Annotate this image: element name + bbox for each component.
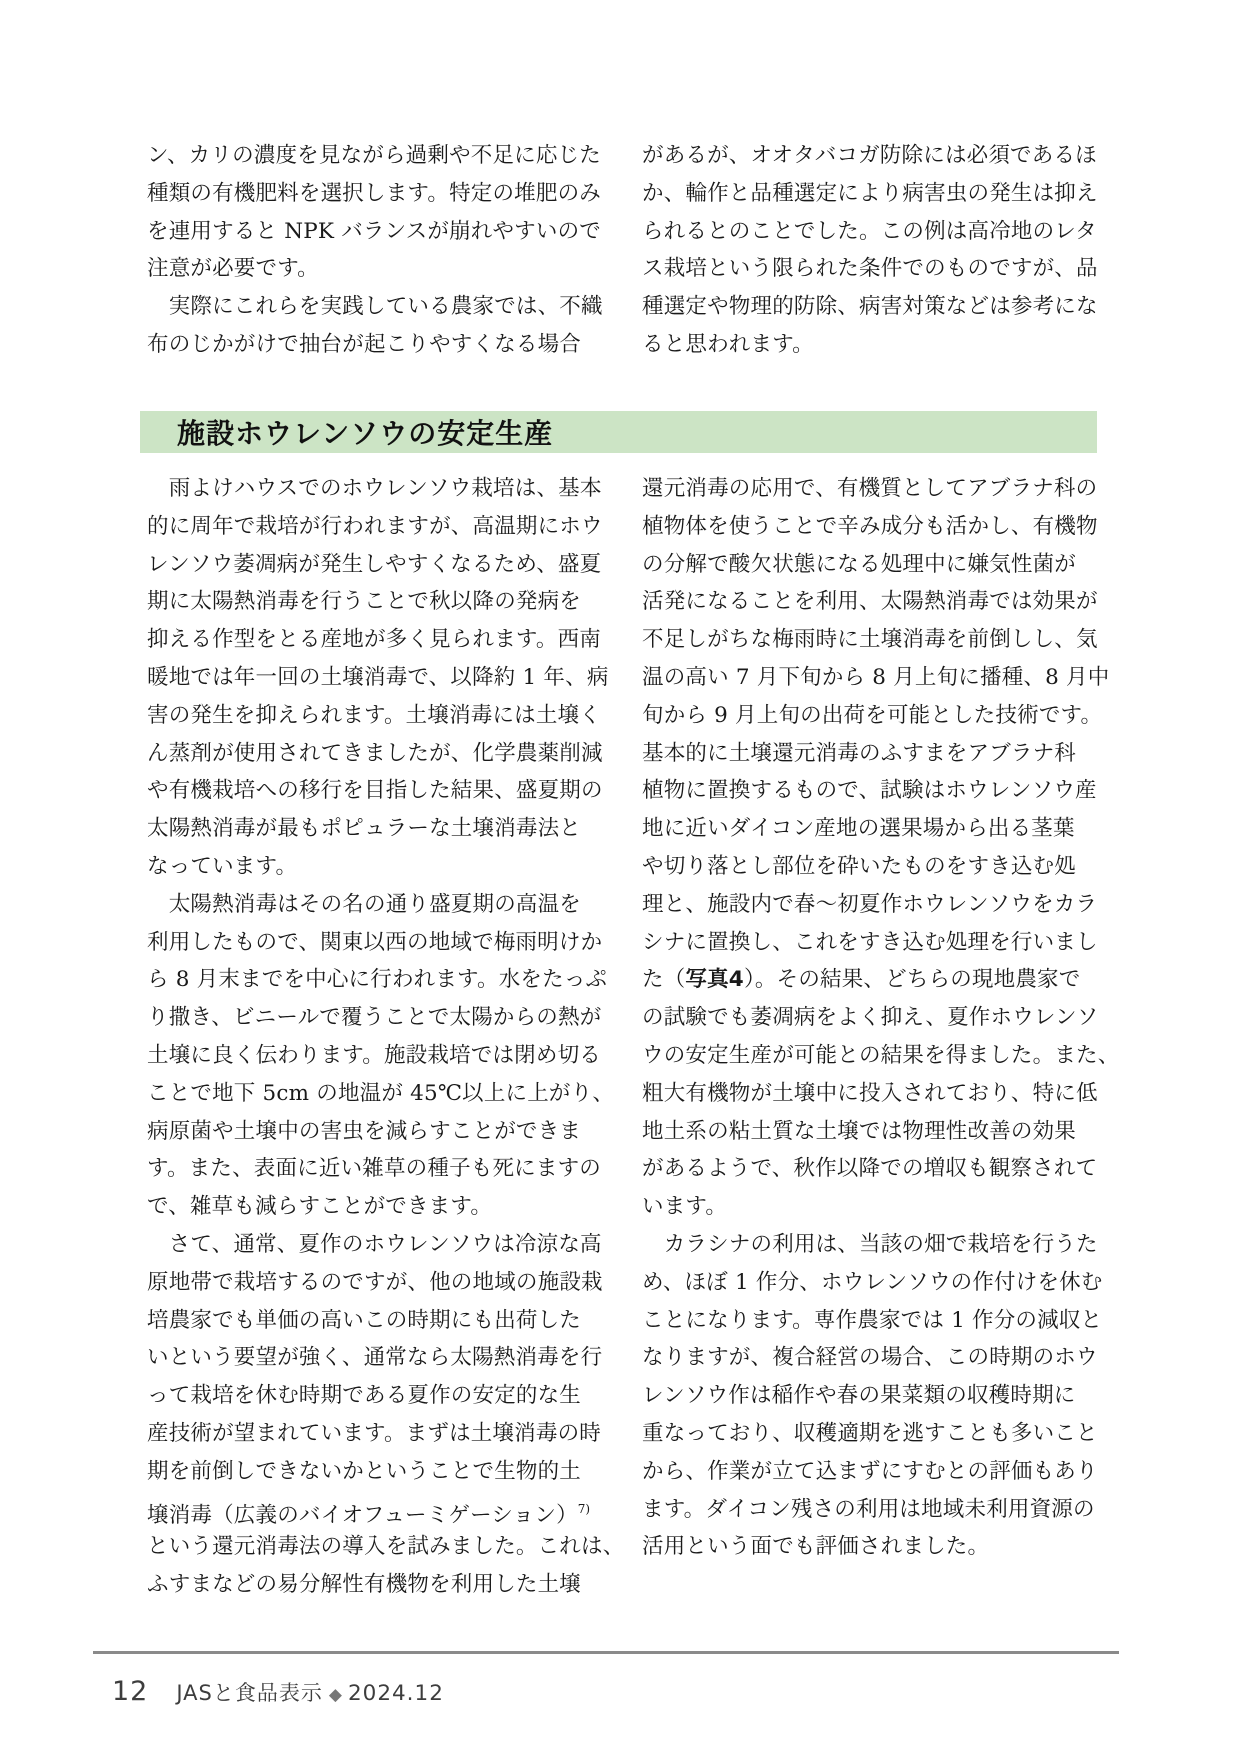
text-line: があるが、オオタバコガ防除には必須であるほ (642, 143, 1097, 168)
text-line: レンソウ作は稲作や春の果菜類の収穫時期に (642, 1383, 1076, 1409)
text-line: す。また、表面に近い雑草の種子も死にますの (147, 1156, 601, 1182)
footer-divider (93, 1651, 1119, 1654)
text-line: ん蒸剤が使用されてきましたが、化学農薬削減 (147, 740, 603, 766)
text-line: 暖地では年一回の土壌消毒で、以降約 1 年、病 (147, 664, 609, 690)
text-line: 還元消毒の応用で、有機質としてアブラナ科の (642, 476, 1098, 501)
text-line: いという要望が強く、通常なら太陽熱消毒を行 (147, 1345, 603, 1371)
text-line: 基本的に土壌還元消毒のふすまをアブラナ科 (642, 740, 1077, 766)
text-line: 期に太陽熱消毒を行うことで秋以降の発病を (147, 589, 582, 615)
text-line: 温の高い 7 月下旬から 8 月上旬に播種、8 月中 (642, 664, 1110, 690)
text-line: ことで地下 5cm の地温が 45℃以上に上がり、 (147, 1080, 615, 1106)
text-line: 重なっており、収穫適期を逃すことも多いこと (642, 1420, 1098, 1446)
text-line: という還元消毒法の導入を試みました。これは、 (147, 1534, 625, 1560)
section-header-banner (140, 411, 1097, 453)
journal-title: JASと食品表示 (176, 1681, 323, 1705)
text-line: の試験でも萎凋病をよく抑え、夏作ホウレンソ (642, 1005, 1099, 1031)
text-line: があるようで、秋作以降での増収も観察されて (642, 1156, 1098, 1182)
diamond-icon: ◆ (328, 1685, 342, 1705)
text-line: め、ほぼ 1 作分、ホウレンソウの作付けを休む (642, 1269, 1103, 1295)
text-line: られるとのことでした。この例は高冷地のレタ (642, 218, 1097, 244)
text-line: 地土系の粘土質な土壌では物理性改善の効果 (642, 1118, 1077, 1144)
text-line: って栽培を休む時期である夏作の安定的な生 (147, 1383, 582, 1409)
text-line: ふすまなどの易分解性有機物を利用した土壌 (147, 1572, 582, 1598)
text-line: 利用したもので、関東以西の地域で梅雨明けか (147, 929, 603, 955)
text-line: 実際にこれらを実践している農家では、不織 (147, 294, 603, 320)
text-line: ン、カリの濃度を見ながら過剰や不足に応じた (147, 143, 601, 168)
text-segment: 壌消毒（広義のバイオフューミゲーション） (147, 1502, 578, 1528)
section-left-column (147, 470, 625, 1604)
text-line: 活発になることを利用、太陽熱消毒では効果が (642, 589, 1098, 615)
text-line: の分解で酸欠状態になる処理中に嫌気性菌が (642, 551, 1077, 577)
text-line: 活用という面でも評価されました。 (642, 1534, 990, 1560)
footnote-reference: 7) (577, 1501, 591, 1516)
text-line: さて、通常、夏作のホウレンソウは冷涼な高 (147, 1231, 602, 1257)
text-line: 種類の有機肥料を選択します。特定の堆肥のみ (147, 180, 601, 206)
text-line: 抑える作型をとる産地が多く見られます。西南 (147, 627, 601, 653)
text-line: カラシナの利用は、当該の畑で栽培を行うた (642, 1231, 1098, 1257)
section-right-column (642, 470, 1120, 1566)
text-line: ことになります。専作農家では 1 作分の減収と (642, 1307, 1103, 1333)
text-line: なっています。 (147, 853, 298, 879)
text-line: シナに置換し、これをすき込む処理を行いまし (642, 929, 1098, 955)
footer (112, 1676, 444, 1707)
text-line: います。 (642, 1194, 728, 1220)
text-line: り撒き、ビニールで覆うことで太陽からの熱が (147, 1005, 602, 1031)
text-line: 的に周年で栽培が行われますが、高温期にホウ (147, 513, 603, 539)
text-line: 原地帯で栽培するのですが、他の地域の施設栽 (147, 1269, 603, 1295)
text-line: 地に近いダイコン産地の選果場から出る茎葉 (642, 816, 1075, 842)
text-line: ら 8 月末までを中心に行われます。水をたっぷ (147, 967, 608, 993)
text-line: 注意が必要です。 (147, 256, 319, 282)
text-line: や有機栽培への移行を目指した結果、盛夏期の (147, 778, 603, 804)
text-line: 培農家でも単価の高いこの時期にも出荷した (147, 1307, 582, 1333)
text-line (642, 961, 1104, 999)
text-line: ス栽培という限られた条件でのものですが、品 (642, 256, 1098, 282)
text-line: を連用すると NPK バランスが崩れやすいので (147, 218, 601, 244)
text-line: 理と、施設内で春～初夏作ホウレンソウをカラ (642, 891, 1098, 917)
text-line: 植物体を使うことで辛み成分も活かし、有機物 (642, 513, 1098, 539)
bold-reference: 写真4 (685, 967, 744, 993)
text-line: 種選定や物理的防除、病害対策などは参考にな (642, 294, 1098, 320)
text-line: 太陽熱消毒はその名の通り盛夏期の高温を (147, 891, 582, 917)
text-line: 布のじかがけで抽台が起こりやすくなる場合 (147, 331, 582, 357)
text-line: なりますが、複合経営の場合、この時期のホウ (642, 1345, 1098, 1371)
text-segment: た（ (642, 967, 686, 993)
text-line: か、輪作と品種選定により病害虫の発生は抑え (642, 180, 1098, 206)
intro-right-column (642, 137, 1104, 364)
text-line (147, 1491, 609, 1529)
text-line: や切り落とし部位を砕いたものをすき込む処 (642, 853, 1077, 879)
text-line: 太陽熱消毒が最もポピュラーな土壌消毒法と (147, 816, 582, 842)
text-line: で、雑草も減らすことができます。 (147, 1194, 493, 1220)
text-line: ウの安定生産が可能との結果を得ました。また、 (642, 1042, 1120, 1068)
text-line: レンソウ萎凋病が発生しやすくなるため、盛夏 (147, 551, 602, 577)
text-line: 雨よけハウスでのホウレンソウ栽培は、基本 (147, 476, 602, 501)
text-line: 不足しがちな梅雨時に土壌消毒を前倒しし、気 (642, 627, 1098, 653)
text-line: 植物に置換するもので、試験はホウレンソウ産 (642, 778, 1097, 804)
text-line: 土壌に良く伝わります。施設栽培では閉め切る (147, 1042, 601, 1068)
text-line: ると思われます。 (642, 331, 814, 357)
text-line: から、作業が立て込まずにすむとの評価もあり (642, 1458, 1098, 1484)
text-line: ます。ダイコン残さの利用は地域未利用資源の (642, 1496, 1095, 1522)
text-line: 病原菌や土壌中の害虫を減らすことができま (147, 1118, 582, 1144)
text-line: 期を前倒しできないかということで生物的土 (147, 1458, 582, 1484)
text-segment: ）。その結果、どちらの現地農家で (743, 967, 1081, 993)
issue-date: 2024.12 (347, 1681, 444, 1706)
section-title: 施設ホウレンソウの安定生産 (177, 417, 554, 450)
text-line: 害の発生を抑えられます。土壌消毒には土壌く (147, 702, 601, 728)
intro-left-column (147, 137, 609, 364)
text-line: 旬から 9 月上旬の出荷を可能とした技術です。 (642, 702, 1103, 728)
page-number: 12 (112, 1676, 149, 1707)
text-line: 産技術が望まれています。まずは土壌消毒の時 (147, 1420, 601, 1446)
text-line: 粗大有機物が土壌中に投入されており、特に低 (642, 1080, 1098, 1106)
